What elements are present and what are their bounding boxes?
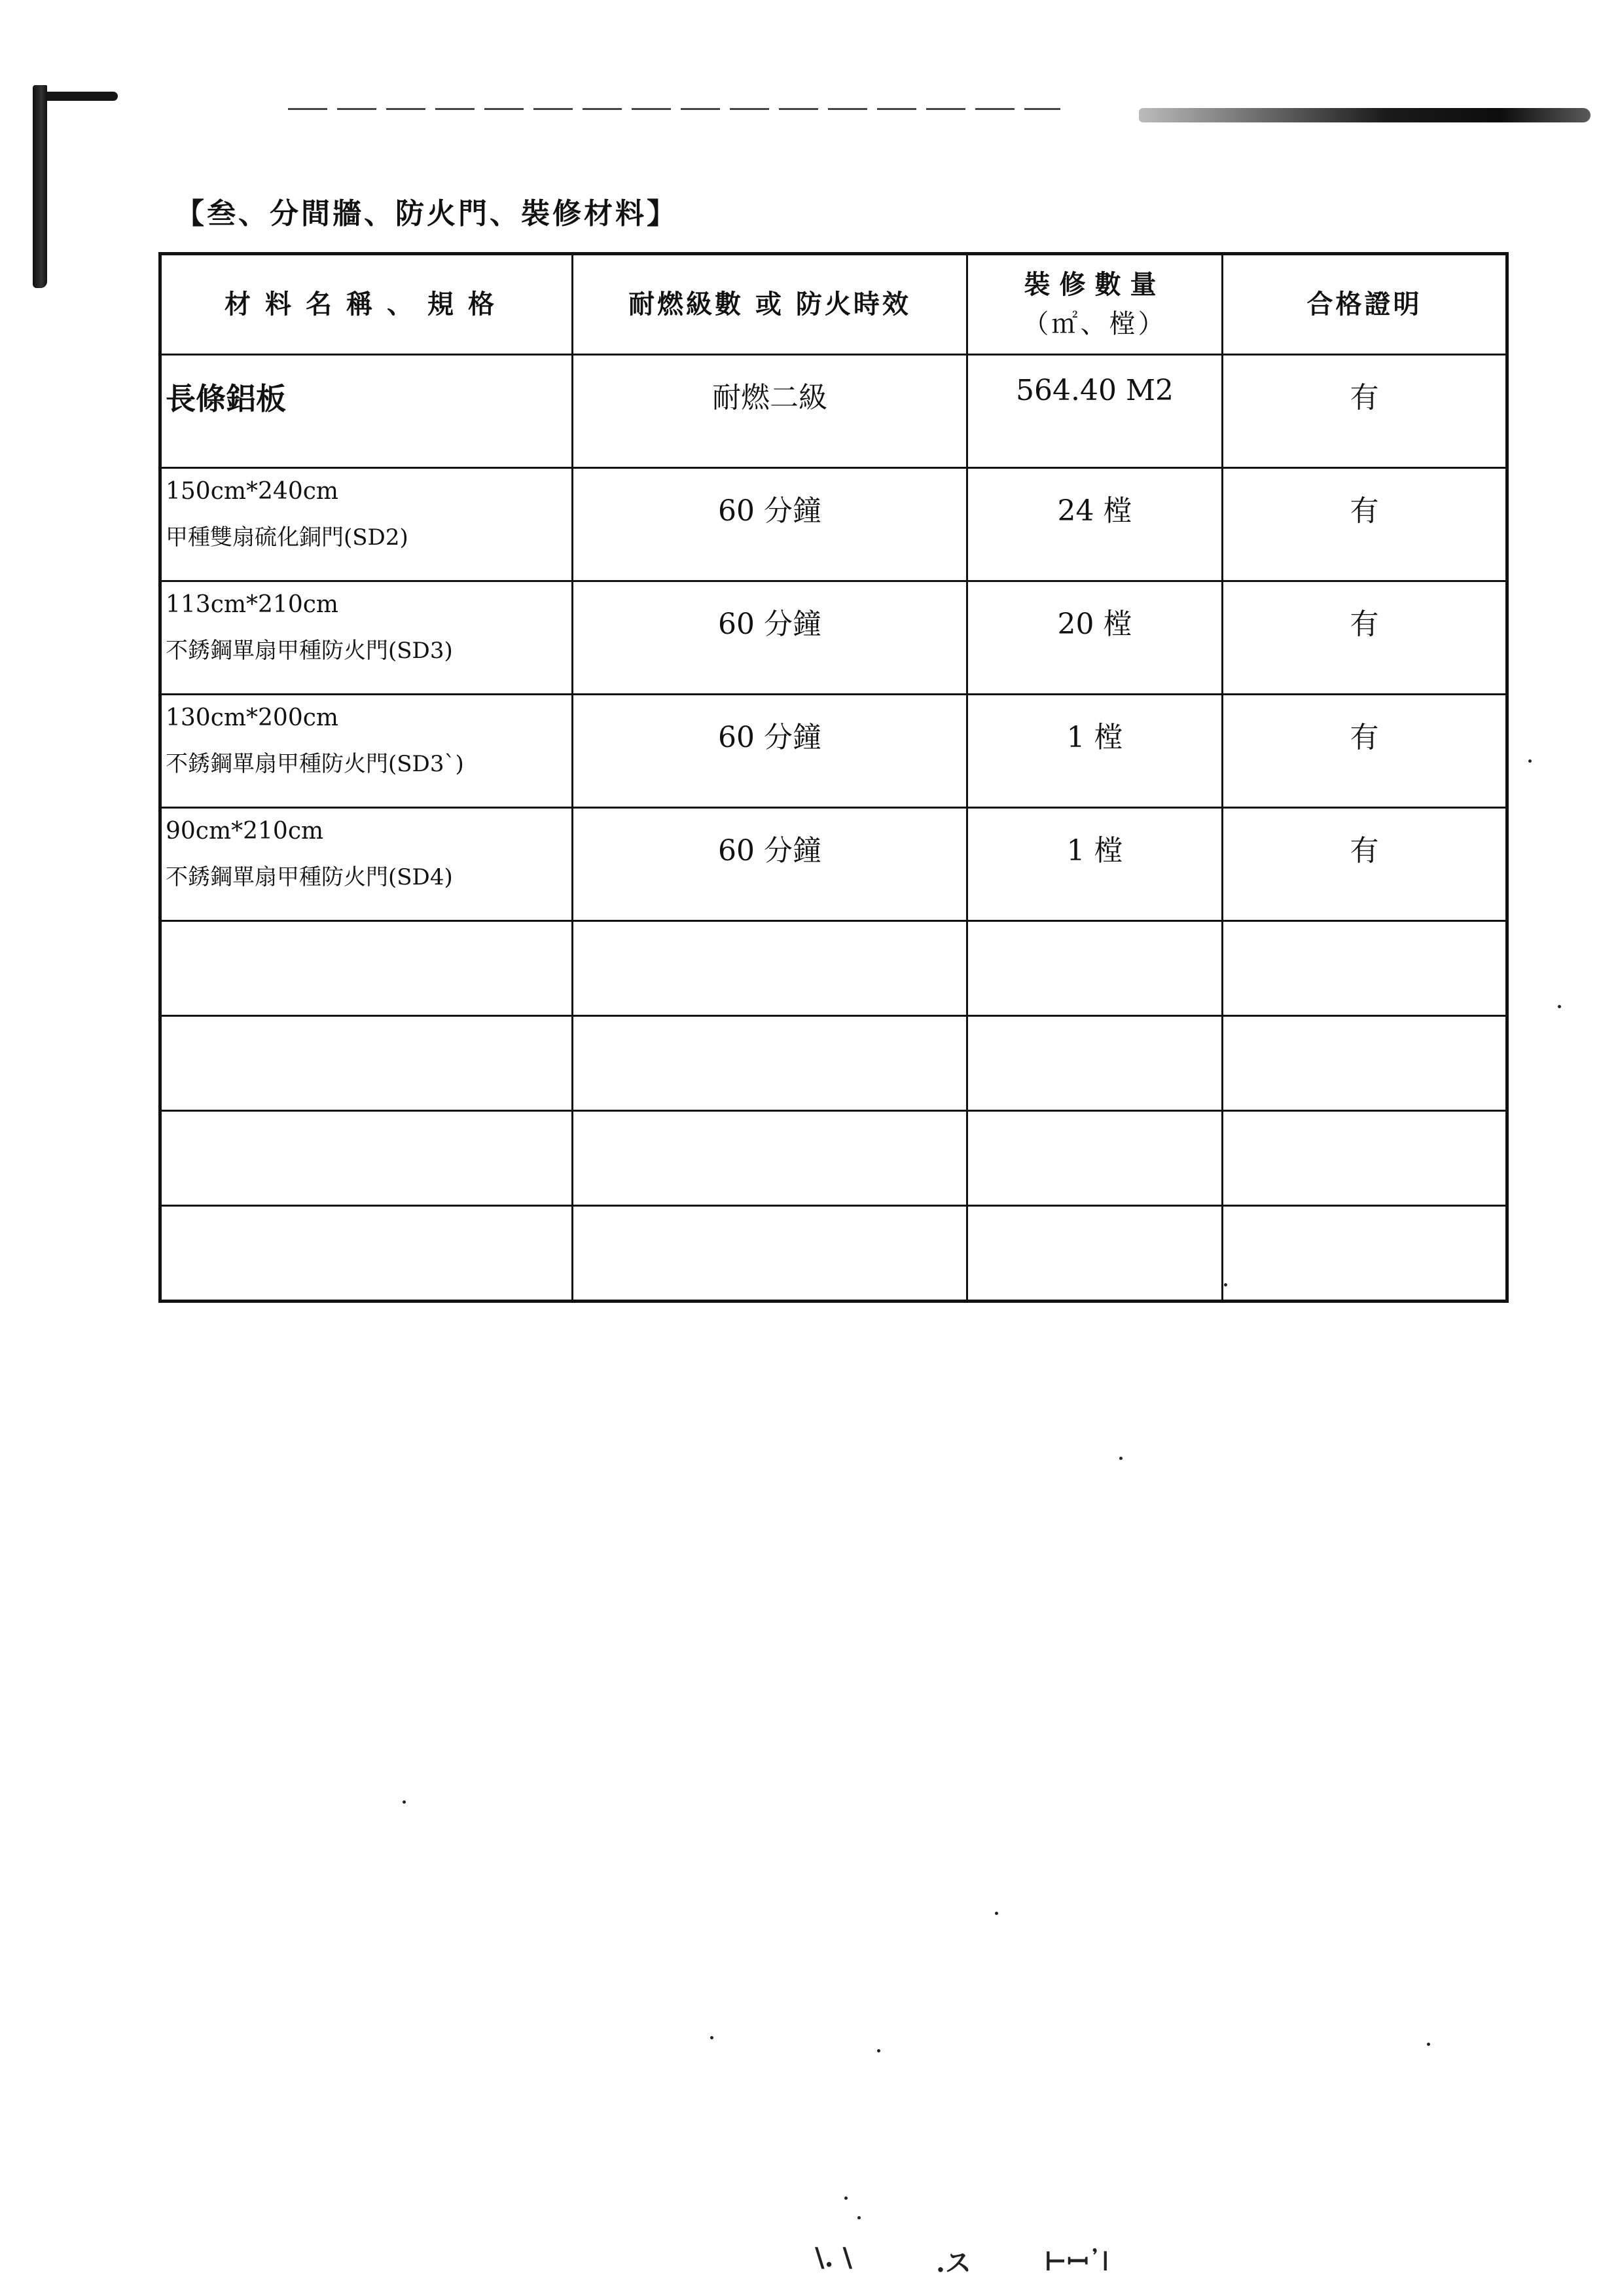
empty-cell	[967, 921, 1223, 1016]
empty-cell	[1223, 1016, 1507, 1111]
scan-speck	[857, 2216, 861, 2219]
empty-cell	[573, 1206, 967, 1302]
material-spec: 150cm*240cm	[166, 478, 339, 505]
cell-quantity: 24 樘	[967, 468, 1223, 581]
scan-speck	[403, 1800, 406, 1804]
cell-certificate: 有	[1223, 695, 1507, 808]
empty-cell	[573, 1016, 967, 1111]
cell-material	[160, 695, 573, 808]
cell-quantity: 1 樘	[967, 808, 1223, 921]
materials-table	[158, 252, 1509, 1303]
scan-speck	[1558, 1005, 1561, 1008]
scan-speck	[844, 2196, 848, 2200]
material-spec: 130cm*200cm	[166, 704, 339, 731]
scan-artifact-smear	[1139, 108, 1591, 122]
empty-cell	[160, 1111, 573, 1206]
empty-cell	[1223, 921, 1507, 1016]
section-title: 【叁、分間牆、防火門、裝修材料】	[175, 197, 678, 230]
empty-cell	[160, 1016, 573, 1111]
material-spec: 90cm*210cm	[166, 818, 324, 845]
material-description: 不銹鋼單扇甲種防火門(SD3`)	[166, 751, 464, 777]
table-row	[160, 808, 1507, 921]
empty-cell	[573, 921, 967, 1016]
table-row	[160, 355, 1507, 468]
cell-rating: 60 分鐘	[573, 695, 967, 808]
table-row	[160, 581, 1507, 695]
empty-cell	[160, 921, 573, 1016]
scan-speck	[1119, 1457, 1123, 1460]
scan-speck	[1427, 2043, 1430, 2046]
material-spec: 113cm*210cm	[166, 591, 339, 618]
cell-material	[160, 808, 573, 921]
header-certificate: 合格證明	[1223, 254, 1507, 355]
material-description: 甲種雙扇硫化銅門(SD2)	[166, 524, 408, 551]
cell-material	[160, 468, 573, 581]
empty-cell	[967, 1111, 1223, 1206]
empty-cell	[1223, 1111, 1507, 1206]
scan-artifact-footer: ⊢ꟷ᾽ǀ	[1044, 2246, 1109, 2277]
scan-artifact-left	[33, 85, 47, 288]
cell-quantity: 1 樘	[967, 695, 1223, 808]
table-row-empty	[160, 921, 1507, 1016]
cell-rating: 60 分鐘	[573, 808, 967, 921]
empty-cell	[160, 1206, 573, 1302]
cell-certificate: 有	[1223, 468, 1507, 581]
cell-rating: 60 分鐘	[573, 581, 967, 695]
table-row-empty	[160, 1206, 1507, 1302]
scan-speck	[1528, 759, 1532, 763]
scan-speck	[877, 2049, 880, 2052]
material-description: 不銹鋼單扇甲種防火門(SD4)	[166, 864, 453, 890]
cell-certificate: 有	[1223, 808, 1507, 921]
header-material-name: 材料名稱、規格	[160, 254, 573, 355]
cell-material	[160, 581, 573, 695]
table-header-row	[160, 254, 1507, 355]
empty-cell	[573, 1111, 967, 1206]
scan-speck	[1224, 1283, 1227, 1286]
scan-artifact-footer: .ス	[936, 2248, 971, 2278]
empty-cell	[967, 1016, 1223, 1111]
cell-certificate: 有	[1223, 355, 1507, 468]
table-row	[160, 468, 1507, 581]
scan-speck	[710, 2036, 713, 2039]
cell-material	[160, 355, 573, 468]
cell-quantity: 564.40 M2	[967, 355, 1223, 468]
cell-certificate: 有	[1223, 581, 1507, 695]
material-description: 長條鋁板	[166, 381, 286, 416]
header-quantity-line1: 裝修數量	[1024, 269, 1166, 300]
material-description: 不銹鋼單扇甲種防火門(SD3)	[166, 638, 453, 664]
scan-artifact-line	[288, 108, 1060, 110]
cell-rating: 60 分鐘	[573, 468, 967, 581]
empty-cell	[967, 1206, 1223, 1302]
cell-quantity: 20 樘	[967, 581, 1223, 695]
scan-artifact-footer: \. \	[815, 2242, 853, 2273]
scan-speck	[995, 1912, 998, 1915]
header-quantity	[967, 254, 1223, 355]
table-row-empty	[160, 1016, 1507, 1111]
header-fire-rating: 耐燃級數 或 防火時效	[573, 254, 967, 355]
table-row-empty	[160, 1111, 1507, 1206]
cell-rating: 耐燃二級	[573, 355, 967, 468]
empty-cell	[1223, 1206, 1507, 1302]
table-row	[160, 695, 1507, 808]
header-quantity-unit: （㎡、樘）	[1022, 309, 1167, 339]
